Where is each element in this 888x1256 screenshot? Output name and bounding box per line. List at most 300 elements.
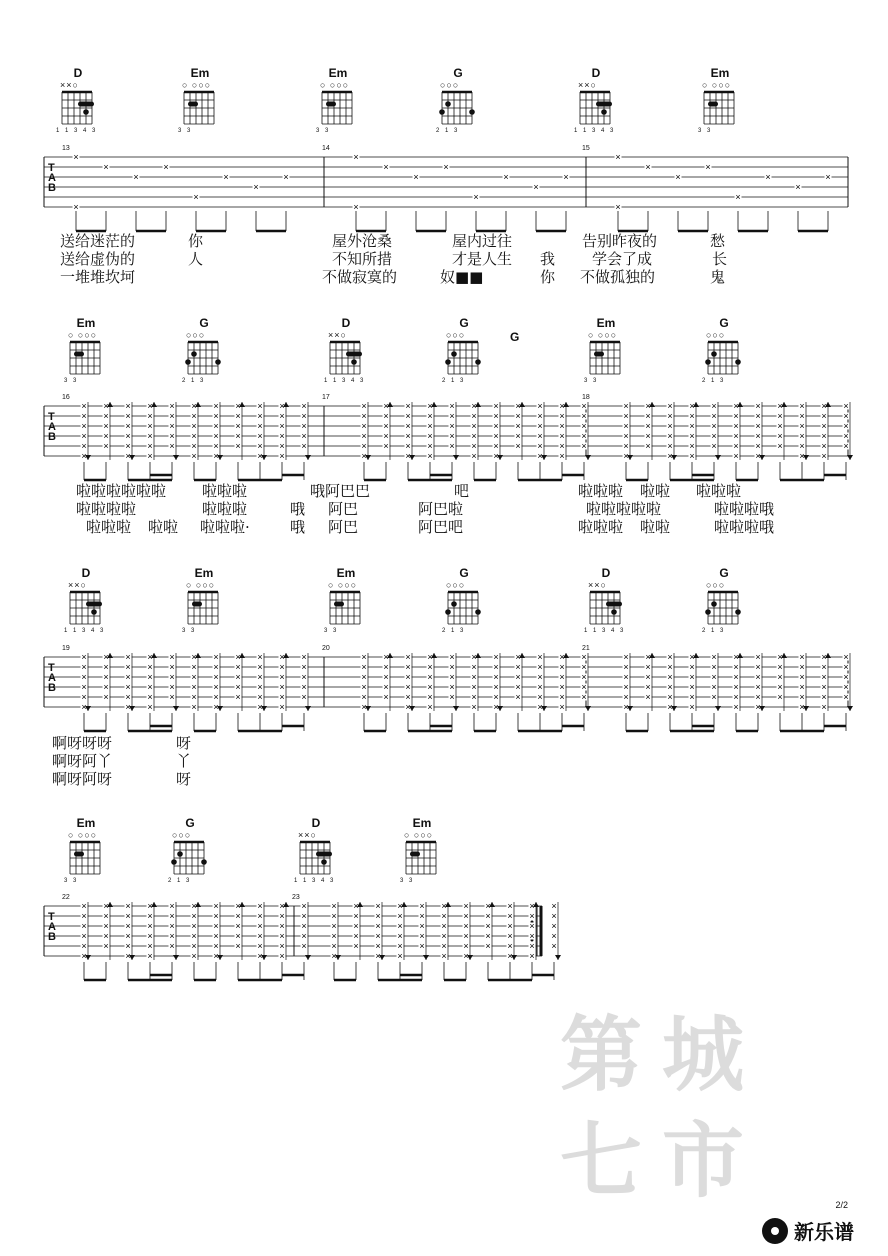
tab-note-x: × [777,441,783,451]
tab-note-x: × [405,401,411,411]
tab-note-x: × [213,692,219,702]
lyric-line: 长 [712,250,728,268]
tab-note-x: × [493,451,499,461]
tab-note-x: × [777,401,783,411]
chord-name: D [341,316,351,330]
strum-arrow [305,706,311,711]
chord-finger-dot [705,609,711,615]
tab-note-x: × [799,421,805,431]
chord-name: G [719,316,729,330]
tab-note-x: × [73,202,79,212]
tab-staff-lines [44,645,852,735]
tab-note-x: × [667,682,673,692]
chord-barre [316,852,332,857]
tab-note-x: × [147,901,153,911]
tab-note-x: × [125,652,131,662]
tab-note-x: × [533,182,539,192]
tab-note-x: × [279,652,285,662]
chord-fretboard [584,340,628,378]
tab-note-x: × [843,682,849,692]
tab-clef: T A B [48,662,56,694]
chord-fingering: 3 3 [178,128,193,134]
tab-note-x: × [257,431,263,441]
tab-note-x: × [361,662,367,672]
chord-open-mute-marks: ○ ○○○ [588,330,618,340]
lyric-line: 人 [188,250,204,268]
tab-note-x: × [463,901,469,911]
tab-note-x: × [449,431,455,441]
tab-note-x: × [623,702,629,712]
tab-note-x: × [191,441,197,451]
brand-name: 新乐谱 [794,1220,854,1244]
tab-note-x: × [777,431,783,441]
tab-note-x: × [449,682,455,692]
tab-note-x: × [383,672,389,682]
lyric-line: 你 [188,232,204,250]
tab-note-x: × [169,421,175,431]
tab-note-x: × [427,662,433,672]
tab-note-x: × [405,692,411,702]
tab-note-x: × [169,901,175,911]
tab-note-x: × [301,692,307,702]
chord-name: D [73,66,83,80]
tab-note-x: × [537,702,543,712]
tab-note-x: × [537,662,543,672]
strum-arrow [847,455,853,460]
tab-note-x: × [559,401,565,411]
tab-note-x: × [623,401,629,411]
chord-open-mute-marks: ○○○ [706,330,726,340]
tab-note-x: × [81,451,87,461]
lyric-line: 啊呀阿丫 [52,752,113,770]
tab-note-x: × [235,921,241,931]
tab-note-x: × [711,441,717,451]
chord-name: Em [710,66,730,80]
tab-note-x: × [581,652,587,662]
chord-fretboard [324,590,368,628]
lyric-line: 哦 [290,500,306,518]
tab-note-x: × [515,441,521,451]
tab-note-x: × [799,652,805,662]
tab-note-x: × [103,682,109,692]
tab-note-x: × [213,682,219,692]
tab-note-x: × [675,172,681,182]
tab-note-x: × [361,401,367,411]
tab-note-x: × [559,662,565,672]
tab-note-x: × [147,652,153,662]
tab-note-x: × [125,911,131,921]
tab-note-x: × [463,911,469,921]
chord-fingering: 2 1 3 [168,878,192,884]
tab-note-x: × [507,901,513,911]
tab-note-x: × [515,682,521,692]
tab-note-x: × [419,921,425,931]
tab-note-x: × [103,652,109,662]
tab-note-x: × [213,411,219,421]
tab-note-x: × [375,931,381,941]
chord-name: D [591,66,601,80]
tab-note-x: × [493,702,499,712]
tab-note-x: × [147,692,153,702]
tab-note-x: × [375,951,381,961]
chord-fretboard [64,340,108,378]
tab-note-x: × [449,672,455,682]
tab-note-x: × [427,451,433,461]
chord-fretboard [64,840,108,878]
tab-note-x: × [581,411,587,421]
chord-name: G [199,316,209,330]
tab-note-x: × [711,672,717,682]
tab-note-x: × [449,411,455,421]
tab-note-x: × [81,951,87,961]
tab-note-x: × [623,692,629,702]
lyric-line: 阿巴 [328,518,359,536]
tab-note-x: × [81,692,87,702]
lyric-line: 才是人生 [452,250,513,268]
chord-name: D [601,566,611,580]
tab-note-x: × [471,411,477,421]
tab-note-x: × [103,411,109,421]
tab-note-x: × [507,941,513,951]
chord-fingering: 3 3 [698,128,713,134]
tab-note-x: × [493,411,499,421]
tab-note-x: × [301,672,307,682]
tab-note-x: × [581,692,587,702]
chord-fingering: 1 1 3 4 3 [64,628,106,634]
tab-note-x: × [537,441,543,451]
tab-note-x: × [279,421,285,431]
tab-note-x: × [169,911,175,921]
tab-note-x: × [515,421,521,431]
tab-note-x: × [515,652,521,662]
tab-note-x: × [191,911,197,921]
tab-note-x: × [493,652,499,662]
tab-note-x: × [711,692,717,702]
chord-fingering: 1 1 3 4 3 [56,128,98,134]
tab-note-x: × [279,911,285,921]
tab-note-x: × [147,451,153,461]
tab-note-x: × [471,702,477,712]
strum-arrow [585,706,591,711]
tab-note-x: × [103,941,109,951]
tab-note-x: × [353,941,359,951]
tab-note-x: × [235,692,241,702]
tab-note-x: × [537,411,543,421]
tab-note-x: × [471,451,477,461]
tab-note-x: × [213,921,219,931]
measure-number: 19 [62,645,70,652]
tab-note-x: × [397,921,403,931]
lyric-line: 呀 [176,734,192,752]
tab-staff [44,394,852,488]
lyric-line: 屋内过往 [452,232,513,250]
measure-number: 13 [62,145,70,152]
tab-note-x: × [755,441,761,451]
lyric-line: 啦啦啦哦 [714,518,775,536]
tab-note-x: × [81,431,87,441]
tab-note-x: × [427,682,433,692]
chord-finger-dot [601,109,607,115]
tab-note-x: × [279,692,285,702]
tab-note-x: × [81,941,87,951]
tab-note-x: × [397,911,403,921]
chord-finger-dot [611,609,617,615]
tab-note-x: × [843,672,849,682]
tab-note-x: × [301,941,307,951]
tab-note-x: × [507,931,513,941]
tab-note-x: × [821,401,827,411]
measure-number: 17 [322,394,330,401]
tab-note-x: × [667,421,673,431]
tab-note-x: × [125,931,131,941]
chord-fretboard [56,90,100,128]
tab-note-x: × [301,931,307,941]
chord-finger-dot [83,109,89,115]
watermark-char: 第 [560,1007,643,1103]
tab-note-x: × [711,652,717,662]
tab-note-x: × [257,941,263,951]
tab-note-x: × [537,692,543,702]
chord-open-mute-marks: ○ ○○○ [404,830,434,840]
tab-note-x: × [125,411,131,421]
tab-note-x: × [235,672,241,682]
tab-note-x: × [147,911,153,921]
tab-note-x: × [235,662,241,672]
tab-note-x: × [125,401,131,411]
lyric-line: 哦 [290,518,306,536]
tab-note-x: × [81,921,87,931]
tab-note-x: × [689,421,695,431]
strum-arrow [173,706,179,711]
tab-note-x: × [405,411,411,421]
strum-arrow [453,706,459,711]
chord-barre [346,352,362,357]
tab-note-x: × [147,401,153,411]
chord-finger-dot [321,859,327,865]
tab-note-x: × [667,411,673,421]
tab-note-x: × [81,421,87,431]
tab-note-x: × [581,662,587,672]
tab-note-x: × [537,652,543,662]
tab-note-x: × [169,941,175,951]
tab-note-x: × [419,911,425,921]
tab-note-x: × [353,152,359,162]
chord-barre [188,102,198,107]
tab-note-x: × [711,662,717,672]
tab-note-x: × [213,421,219,431]
strum-arrow [715,706,721,711]
page-number: 2/2 [835,1200,848,1210]
tab-note-x: × [581,401,587,411]
tab-note-x: × [821,702,827,712]
tab-note-x: × [529,911,535,921]
chord-fingering: 3 3 [324,628,339,634]
tab-note-x: × [735,192,741,202]
chord-open-mute-marks: ○ ○○○ [328,580,358,590]
tab-note-x: × [279,702,285,712]
tab-note-x: × [279,901,285,911]
tab-note-x: × [169,431,175,441]
chord-fretboard [442,340,486,378]
strum-arrow [173,955,179,960]
tab-note-x: × [405,702,411,712]
chord-finger-dot [451,601,457,607]
tab-note-x: × [843,692,849,702]
lyric-line: 啦啦啦啦啦 [586,500,662,518]
tab-note-x: × [383,692,389,702]
chord-name: Em [76,816,96,830]
tab-note-x: × [689,692,695,702]
tab-note-x: × [427,411,433,421]
chord-barre [606,602,622,607]
tab-note-x: × [257,421,263,431]
chord-fretboard [168,840,212,878]
tab-note-x: × [191,662,197,672]
tab-note-x: × [81,652,87,662]
tab-note-x: × [733,652,739,662]
lyric-line: 啊呀呀呀 [52,734,113,752]
chord-fretboard [400,840,444,878]
tab-note-x: × [125,921,131,931]
tab-note-x: × [81,662,87,672]
tab-note-x: × [471,431,477,441]
chord-barre [78,102,94,107]
tab-staff [44,145,852,239]
chord-barre [86,602,102,607]
tab-note-x: × [581,441,587,451]
chord-fretboard [64,590,108,628]
tab-note-x: × [471,662,477,672]
tab-note-x: × [147,431,153,441]
lyric-line: 啦啦啦 [696,482,742,500]
tab-note-x: × [257,702,263,712]
tab-note-x: × [331,901,337,911]
tab-note-x: × [821,672,827,682]
tab-note-x: × [821,441,827,451]
tab-staff [44,894,557,988]
tab-note-x: × [843,441,849,451]
tab-note-x: × [777,692,783,702]
chord-finger-dot [201,859,207,865]
tab-note-x: × [125,692,131,702]
tab-note-x: × [383,662,389,672]
chord-name: Em [76,316,96,330]
tab-note-x: × [103,401,109,411]
tab-note-x: × [375,921,381,931]
tab-note-x: × [733,411,739,421]
tab-note-x: × [405,421,411,431]
tab-note-x: × [213,652,219,662]
tab-note-x: × [169,921,175,931]
lyric-line: 一堆堆坎坷 [60,268,136,286]
lyric-line: 啦啦啦· [200,518,250,536]
lyric-line: 啦啦 [640,518,671,536]
chord-finger-dot [91,609,97,615]
chord-fingering: 3 3 [584,378,599,384]
chord-name: G [459,316,469,330]
lyric-line: 啦啦啦 [86,518,132,536]
tab-note-x: × [449,652,455,662]
tab-note-x: × [755,411,761,421]
tab-note-x: × [821,682,827,692]
lyric-line: 阿巴吧 [418,518,464,536]
tab-note-x: × [667,451,673,461]
chord-fingering: 1 1 3 4 3 [584,628,626,634]
chord-fingering: 3 3 [182,628,197,634]
tab-note-x: × [427,672,433,682]
chord-fingering: 3 3 [400,878,415,884]
tab-note-x: × [213,451,219,461]
tab-note-x: × [191,431,197,441]
tab-note-x: × [147,921,153,931]
lyric-line: 学会了成 [592,250,653,268]
tab-note-x: × [427,692,433,702]
chord-fingering: 1 1 3 4 3 [574,128,616,134]
tab-note-x: × [799,401,805,411]
tab-note-x: × [463,931,469,941]
tab-note-x: × [755,431,761,441]
tab-note-x: × [213,931,219,941]
tab-note-x: × [81,702,87,712]
tab-note-x: × [529,931,535,941]
tab-note-x: × [169,692,175,702]
tab-note-x: × [755,692,761,702]
tab-note-x: × [213,941,219,951]
tab-note-x: × [623,652,629,662]
chord-barre [74,352,84,357]
lyric-line: 送给迷茫的 [60,232,136,250]
tab-note-x: × [689,672,695,682]
tab-note-x: × [213,431,219,441]
chord-name: D [81,566,91,580]
tab-note-x: × [353,911,359,921]
tab-note-x: × [73,152,79,162]
tab-note-x: × [383,652,389,662]
tab-note-x: × [733,692,739,702]
tab-note-x: × [147,421,153,431]
chord-finger-dot [191,351,197,357]
tab-note-x: × [821,692,827,702]
chord-open-mute-marks: ○○○ [440,80,460,90]
tab-note-x: × [821,662,827,672]
tab-note-x: × [383,401,389,411]
tab-note-x: × [279,941,285,951]
tab-note-x: × [301,911,307,921]
tab-note-x: × [125,702,131,712]
tab-note-x: × [235,441,241,451]
chord-finger-dot [171,859,177,865]
tab-note-x: × [103,692,109,702]
tab-note-x: × [799,451,805,461]
tab-note-x: × [191,702,197,712]
tab-note-x: × [147,662,153,672]
brand-logo[interactable] [762,1216,854,1245]
tab-note-x: × [493,441,499,451]
tab-note-x: × [279,672,285,682]
tab-note-x: × [169,411,175,421]
chord-barre [74,852,84,857]
tab-note-x: × [551,901,557,911]
tab-note-x: × [353,921,359,931]
tab-note-x: × [559,672,565,682]
tab-note-x: × [81,401,87,411]
tab-note-x: × [485,901,491,911]
tab-note-x: × [843,421,849,431]
tab-note-x: × [623,672,629,682]
tab-note-x: × [645,672,651,682]
tab-note-x: × [843,431,849,441]
tab-note-x: × [441,901,447,911]
